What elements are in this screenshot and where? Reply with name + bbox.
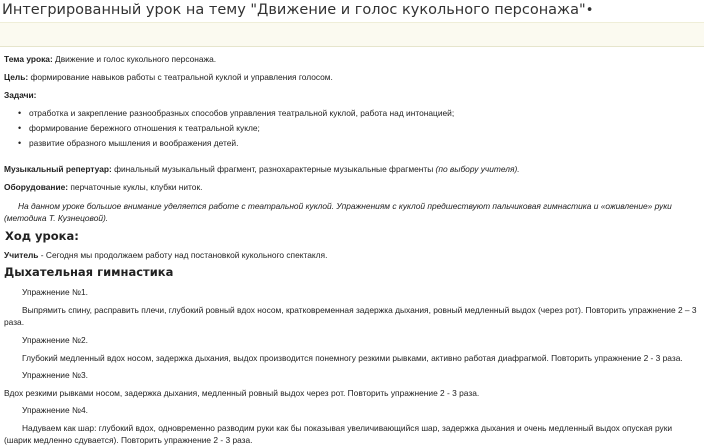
tasks-line	[4, 89, 700, 101]
equipment-line	[4, 181, 700, 199]
teacher-line	[4, 249, 700, 261]
task-text: формирование бережного отношения к театральной кукле;	[29, 123, 260, 133]
intro-paragraph: На данном уроке большое внимание уделяется работе с театральной куклой. Упражнениям с куклой предшествуют пальчиковая гимнастика и «оживление» руки (методика Т. Кузнецовой).	[4, 201, 672, 223]
teacher-text: - Сегодня мы продолжаем работу над постановкой кукольного спектакля.	[38, 250, 328, 260]
task-text: отработка и закрепление разнообразных способов управления театральной куклой, работа над интонацией;	[29, 108, 455, 118]
equipment-value: перчаточные куклы, клубки ниток.	[68, 182, 203, 192]
tasks-label: Задачи:	[4, 90, 37, 100]
exercise-1-title: Упражнение №1.	[22, 287, 88, 297]
topic-label: Тема урока:	[4, 54, 53, 64]
task-text: развитие образного мышления и воображения детей.	[29, 138, 239, 148]
breathing-heading: Дыхательная гимнастика	[4, 265, 174, 279]
repertoire-line	[4, 163, 700, 181]
tasks-list	[4, 107, 700, 152]
exercise-3-title: Упражнение №3.	[22, 370, 88, 380]
repertoire-label: Музыкальный репертуар:	[4, 164, 112, 174]
exercise-1-text: Выпрямить спину, расправить плечи, глубокий ровный вдох носом, кратковременная задержка дыхания, ровный медленный выдох (через рот). Повторить упражнение 2 – 3 раза.	[4, 305, 697, 327]
topic-line	[4, 53, 700, 71]
exercise-2-title: Упражнение №2.	[22, 335, 88, 345]
goal-value: формирование навыков работы с театральной куклой и управления голосом.	[28, 72, 333, 82]
list-item	[4, 137, 700, 152]
article-body	[0, 47, 704, 446]
page-title-text: Интегрированный урок на тему "Движение и голос кукольного персонажа"	[2, 2, 586, 18]
equipment-label: Оборудование:	[4, 182, 69, 192]
exercise-4-title: Упражнение №4.	[22, 405, 88, 415]
goal-line	[4, 71, 700, 89]
bullet-icon: •	[18, 108, 22, 118]
teacher-label: Учитель	[4, 250, 39, 260]
list-item	[4, 122, 700, 137]
bullet-icon: •	[18, 123, 22, 133]
title-underline-band	[0, 22, 704, 47]
course-heading: Ход урока:	[5, 229, 79, 243]
bullet-icon: •	[18, 138, 22, 148]
repertoire-note: (по выбору учителя).	[435, 164, 520, 174]
repertoire-value: финальный музыкальный фрагмент, разнохарактерные музыкальные фрагменты	[111, 164, 436, 174]
list-item	[4, 107, 700, 122]
goal-label: Цель:	[4, 72, 29, 82]
topic-value: Движение и голос кукольного персонажа.	[52, 54, 217, 64]
title-marker: •	[585, 3, 594, 18]
exercise-3-text: Вдох резкими рывками носом, задержка дыхания, медленный ровный выдох через рот. Повторить упражнение 2 - 3 раза.	[4, 388, 480, 398]
exercise-2-text: Глубокий медленный вдох носом, задержка дыхания, выдох производится понемногу резкими рывками, активно работая диафрагмой. Повторить упражнение 2 - 3 раза.	[22, 353, 683, 363]
page-title	[0, 0, 704, 22]
exercise-4-text: Надуваем как шар: глубокий вдох, одновременно разводим руки как бы показывая увеличивающийся шар, задержка дыхания и очень медленный выдох опуская руки (шарик медленно сдувается). Повторить упражнение 2 - 3 раза.	[4, 423, 673, 445]
